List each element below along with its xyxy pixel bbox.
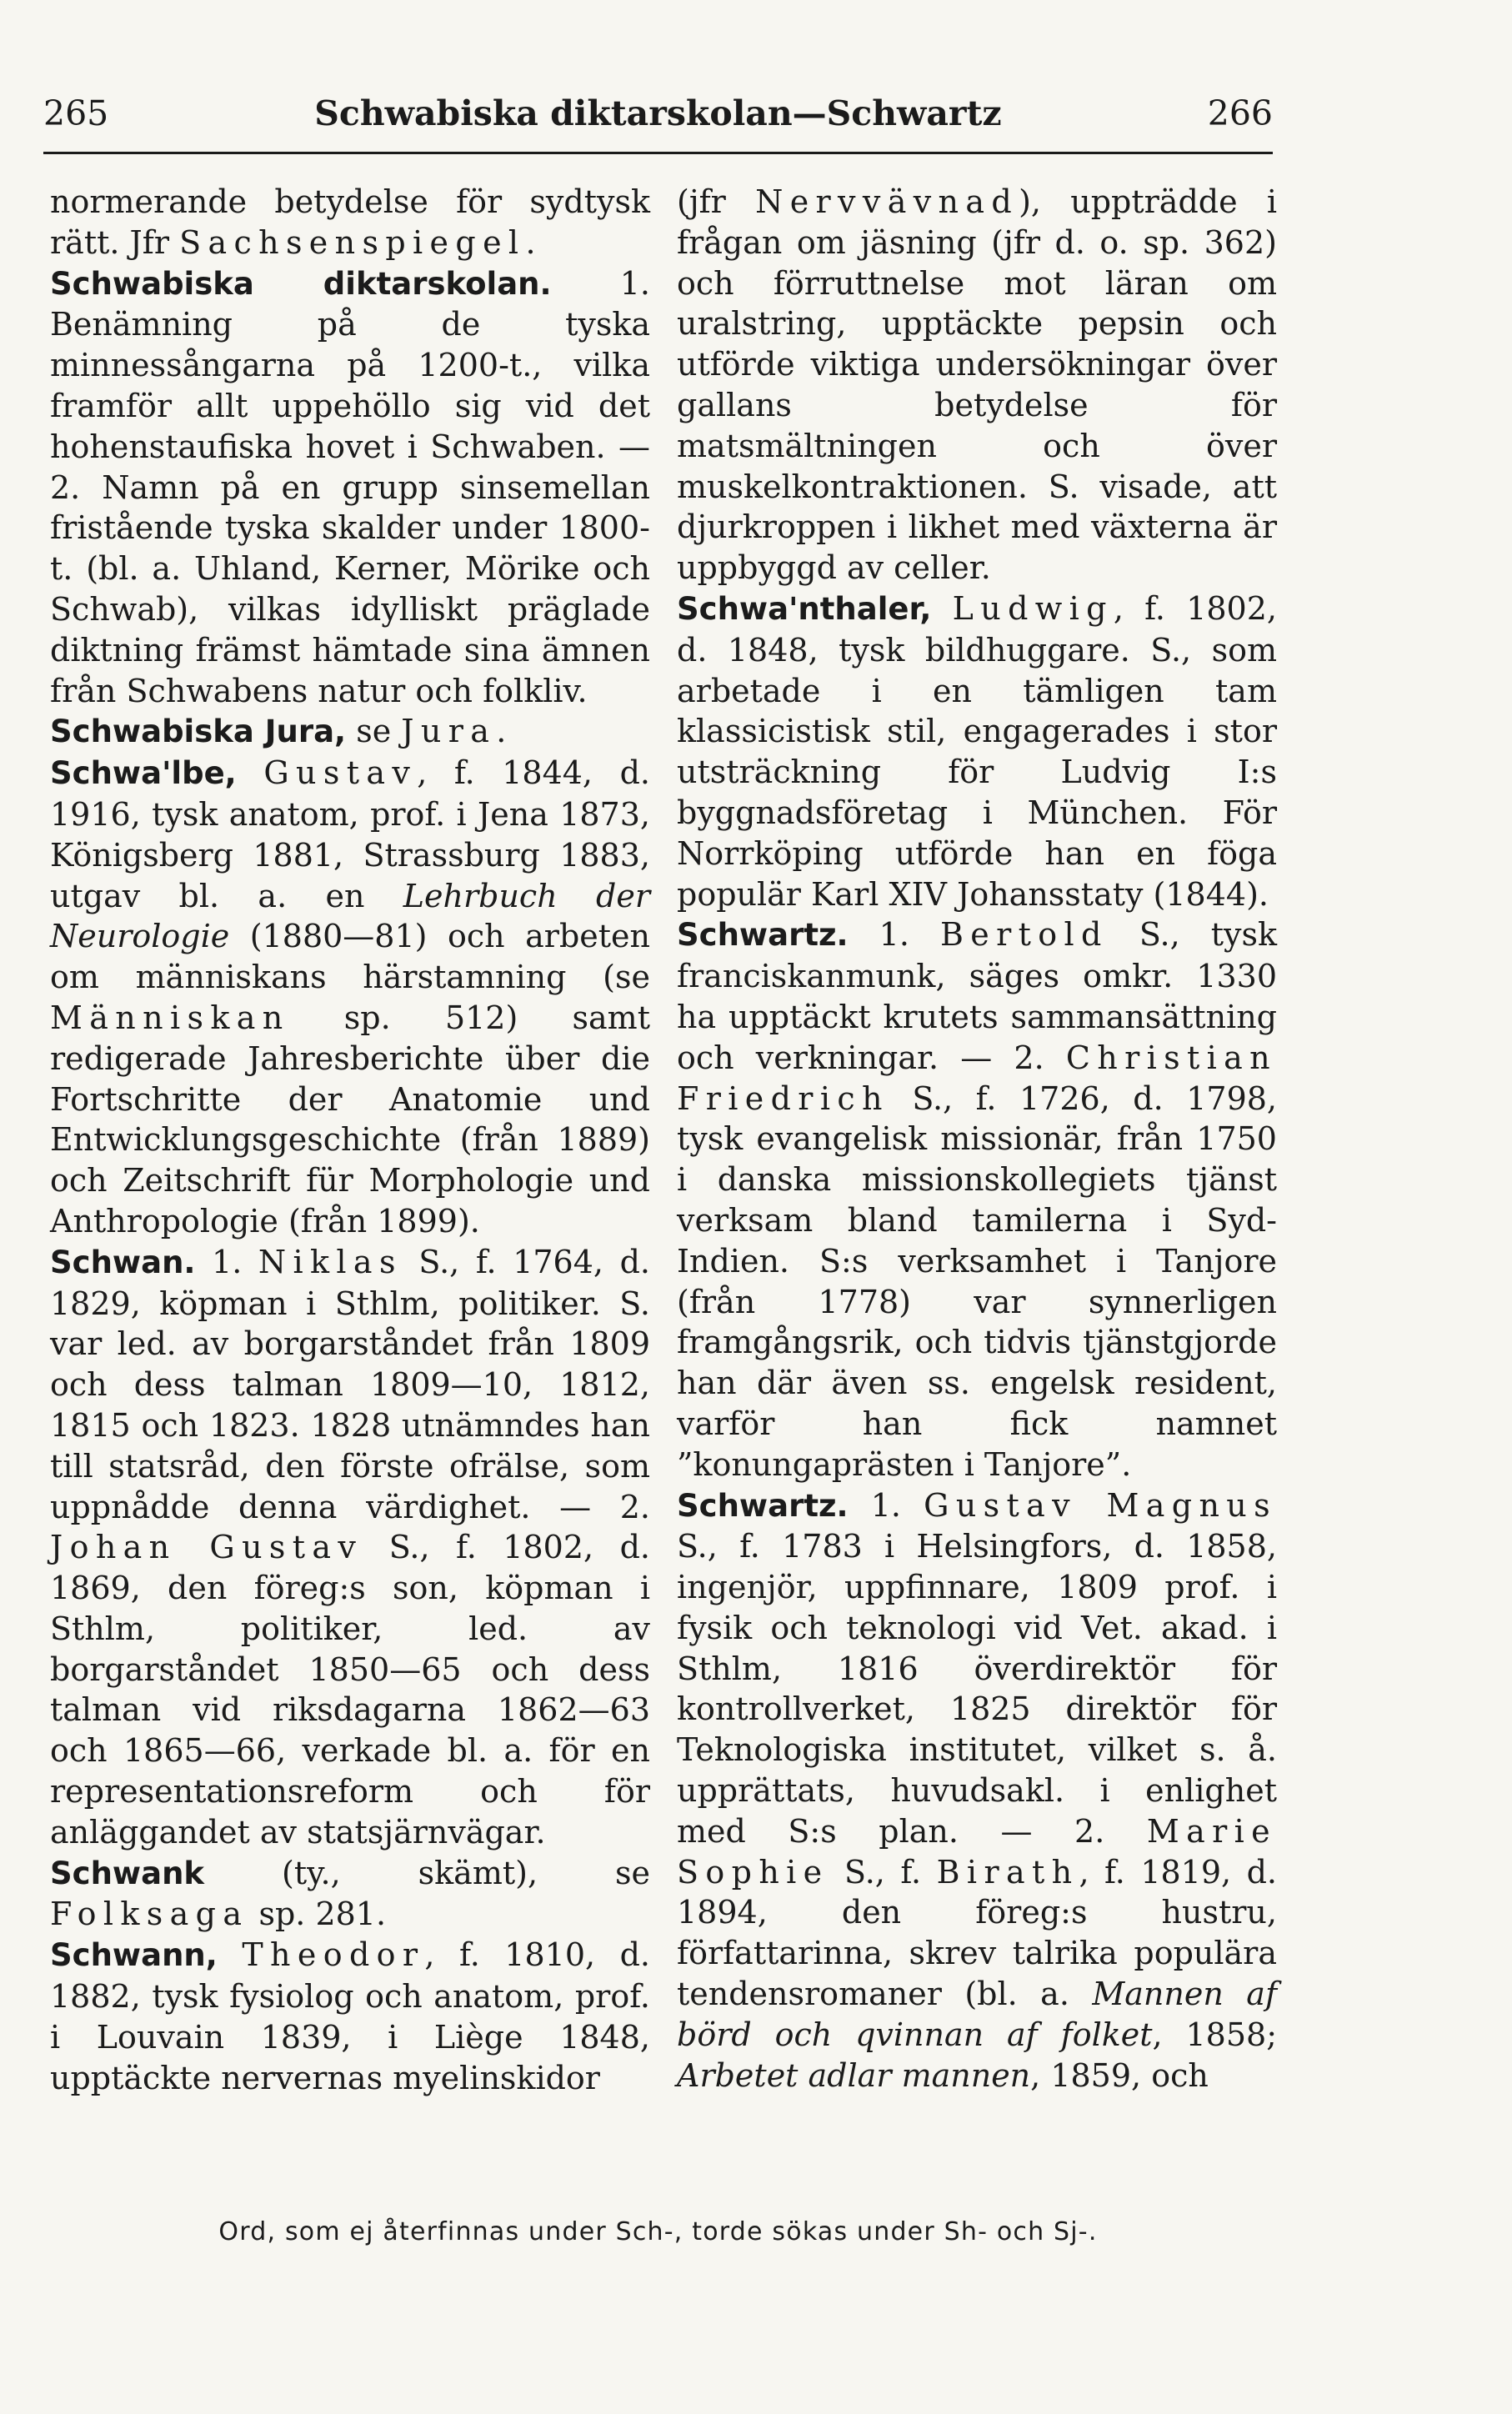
entry-text [218, 1936, 243, 1973]
entry-text: sp. 512) samt redigerade Jahresberichte über die Fortschritte der Anatomie und Entwicklungsgeschichte (från 1889) och Zeitschrift für Morphologie und Anthropologie (från 1899). [50, 999, 650, 1240]
entry-text: 1. [848, 916, 941, 954]
entry-text: , f. 1810, d. 1882, tysk fysiolog och anatom, prof. i Louvain 1839, i Liège 1848, upptäckte nervernas myelinskidor [50, 1936, 650, 2096]
spaced-name: Christian Friedrich [677, 1039, 1277, 1117]
spaced-name: Birath [936, 1853, 1079, 1891]
entry-headword: Schwabiska diktarskolan. [50, 265, 552, 302]
entry-text [931, 590, 952, 627]
dictionary-entry [50, 263, 650, 712]
entry-text: , 1858; [1152, 2016, 1277, 2053]
entry-headword: Schwabiska Jura, [50, 714, 347, 750]
page-number-right: 266 [1207, 93, 1273, 133]
spaced-name: Marie Sophie [677, 1812, 1277, 1891]
spaced-name: Jura [401, 713, 497, 750]
entry-text: sp. 281. [248, 1896, 387, 1933]
entry-text: S., f. [829, 1853, 937, 1891]
spaced-name: Människan [50, 999, 290, 1036]
entry-headword: Schwank [50, 1855, 205, 1891]
spaced-name: Niklas [258, 1243, 403, 1280]
entry-headword: Schwann, [50, 1937, 218, 1974]
dictionary-entry [677, 914, 1277, 1485]
entry-text: (jfr [677, 183, 756, 220]
dictionary-entry [50, 182, 650, 263]
entry-text: (ty., skämt), se [204, 1854, 650, 1891]
entry-text: , 1859, och [1030, 2056, 1209, 2094]
page-header [43, 93, 1273, 143]
entry-text: normerande betydelse för sydtysk rätt. Jfr [50, 183, 650, 261]
entry-text: S., f. 1726, d. 1798, tysk evangelisk missionär, från 1750 i danska missionskollegiets tjänst verksam bland tamilerna i Syd-Indien. S:s verksamhet i Tanjore (från 1778) var synnerligen framgångsrik, och tidvis tjänstgjorde han där även ss. engelsk resident, varför han fick namnet ”konungaprästen i Tanjore”. [677, 1079, 1277, 1483]
left-column [50, 182, 650, 2098]
entry-headword: Schwartz. [677, 1487, 849, 1524]
entry-headword: Schwartz. [677, 917, 849, 954]
entry-text: 1. [848, 1486, 924, 1524]
entry-text: 1. [195, 1243, 258, 1280]
entry-text: , f. 1844, d. 1916, tysk anatom, prof. i Jena 1873, Königsberg 1881, Strassburg 1883, utgav bl. a. en [50, 754, 650, 914]
entry-text: 1. Benämning på de tyska minnessångarna på 1200-t., vilka framför allt uppehöllo sig vid det hohenstaufiska hovet i Schwaben. — 2. Namn på en grupp sinsemellan fristående tyska skalder under 1800-t. (bl. a. Uhland, Kerner, Mörike och Schwab), vilkas idylliskt präglade diktning främst hämtade sina ämnen från Schwabens natur och folkliv. [50, 264, 650, 709]
page-number-left: 265 [43, 93, 109, 133]
dictionary-entry [677, 182, 1277, 588]
header-rule [43, 152, 1273, 154]
entry-text: (1880—81) och arbeten om människans härstamning (se [50, 918, 650, 996]
italic-title: Mannen af börd och qvinnan af folket [677, 1976, 1278, 2053]
entry-text: S., f. 1764, d. 1829, köpman i Sthlm, politiker. S. var led. av borgarståndet från 1809 och dess talman 1809—10, 1812, 1815 och 1823. 1828 utnämndes han till statsråd, den förste ofrälse, som uppnådde denna värdighet. — 2. [50, 1243, 650, 1525]
entry-text: S., tysk franciskanmunk, säges omkr. 1330 ha upptäckt krutets sammansättning och verkningar. — 2. [677, 916, 1277, 1076]
dictionary-entry [50, 711, 650, 753]
spaced-name: Theodor [242, 1936, 425, 1974]
right-column [677, 182, 1277, 2096]
entry-headword: Schwa'nthaler, [677, 590, 932, 627]
entry-text: S., f. 1783 i Helsingfors, d. 1858, ingenjör, uppfinnare, 1809 prof. i fysik och teknologi vid Vet. akad. i Sthlm, 1816 överdirektör för kontrollverket, 1825 direktör för Teknologiska institutet, vilket s. å. upprättats, huvudsakl. i enlighet med S:s plan. — 2. [677, 1528, 1277, 1850]
dictionary-entry [50, 1935, 650, 2098]
entry-headword: Schwan. [50, 1244, 196, 1280]
spaced-name: Nervvävnad [755, 183, 1019, 220]
entry-text: , f. 1802, d. 1848, tysk bildhuggare. S., som arbetade i en tämligen tam klassicistisk stil, engagerades i stor utsträckning för Ludvig I:s byggnadsföretag i München. För Norrköping utförde han en föga populär Karl XIV Johansstaty (1844). [677, 589, 1277, 913]
dictionary-entry [50, 1853, 650, 1936]
entry-text: S., f. 1802, d. 1869, den föreg:s son, köpman i Sthlm, politiker, led. av borgarståndet 1850—65 och dess talman vid riksdagarna 1862—63 och 1865—66, verkade bl. a. för en representationsreform och för anläggandet av statsjärnvägar. [50, 1529, 650, 1851]
spaced-name: Gustav [263, 754, 418, 792]
spaced-name: Johan Gustav [50, 1529, 363, 1566]
entry-headword: Schwa'lbe, [50, 755, 237, 792]
dictionary-entry [677, 1485, 1277, 2096]
entry-text: . [525, 223, 536, 261]
dictionary-entry [50, 1242, 650, 1853]
spaced-name: Folksaga [50, 1896, 249, 1933]
footer-note: Ord, som ej återfinnas under Sch-, torde sökas under Sh- och Sj-. [218, 2217, 1098, 2246]
italic-title: Lehrbuch der Neurologie [50, 877, 650, 955]
spaced-name: Sachsenspiegel [179, 223, 526, 261]
entry-text: se [346, 713, 402, 750]
entry-text [237, 754, 264, 791]
italic-title: Arbetet adlar mannen [677, 2056, 1031, 2094]
entry-text: ), uppträdde i frågan om jäsning (jfr d. o. sp. 362) och förruttnelse mot läran om uralstring, upptäckte pepsin och utförde viktiga undersökningar över gallans betydelse för matsmältningen och över muskelkontraktionen. S. visade, att djurkroppen i likhet med växterna är uppbyggd av celler. [677, 183, 1277, 587]
entry-text: . [496, 713, 507, 750]
spaced-name: Gustav Magnus [924, 1486, 1277, 1524]
dictionary-entry [50, 753, 650, 1242]
entry-text: , f. 1819, d. 1894, den föreg:s hustru, författarinna, skrev talrika populära tendensromaner (bl. a. [677, 1853, 1277, 2013]
spaced-name: Ludwig [952, 589, 1114, 627]
dictionary-entry [677, 588, 1277, 914]
running-title: Schwabiska diktarskolan—Schwartz [314, 93, 1002, 133]
spaced-name: Bertold [940, 916, 1109, 954]
